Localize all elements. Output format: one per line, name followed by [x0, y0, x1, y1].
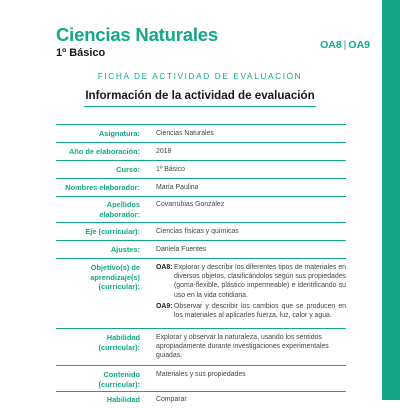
- row-label-line: elaborador:: [99, 209, 140, 219]
- table-row-anio: [56, 142, 346, 160]
- table-row-eje: [56, 222, 346, 240]
- oa-item: [156, 302, 346, 320]
- row-label-line: (curricular):: [98, 342, 140, 352]
- oa-item-code: OA8:: [156, 264, 173, 271]
- row-value: 1º Básico: [156, 166, 185, 173]
- oa-item-text: Observar y describir los cambios que se producen en los materiales al aplicarles fuerza, luz, calor y agua.: [174, 302, 346, 320]
- row-label: [56, 333, 140, 352]
- oa-item-text: Explorar y describir los diferentes tipos de materiales en diversos objetos, clasificándolos según sus propiedades (goma-flexible, plástico impermeable) e identificando su uso en la vida cotidiana.: [174, 264, 346, 299]
- row-value: María Paulina: [156, 184, 199, 191]
- info-table: [56, 124, 346, 408]
- table-row-apellidos: [56, 196, 346, 222]
- row-label: [56, 370, 140, 389]
- row-label-line: (curricular):: [98, 282, 140, 291]
- row-value: Comparar: [156, 396, 187, 403]
- row-label-line: Objetivo(s) de: [90, 263, 140, 272]
- row-label: [56, 200, 140, 219]
- row-label: [56, 263, 140, 292]
- table-row-ajustes: [56, 240, 346, 258]
- row-label-line: Habilidad: [106, 333, 140, 342]
- row-label: Año de elaboración:: [68, 147, 140, 156]
- page-title: Ciencias Naturales: [56, 24, 218, 45]
- row-label: Habilidad: [106, 395, 140, 404]
- row-label: Ajustes:: [110, 245, 140, 254]
- row-value: Daniela Fuentes: [156, 246, 207, 253]
- ficha-heading: FICHA DE ACTIVIDAD DE EVALUACIÓN: [97, 71, 303, 81]
- row-value: Explorar y observar la naturaleza, usando los sentidos apropiadamente durante investigaciones experimentales guiadas.: [156, 334, 329, 360]
- row-value: [156, 263, 346, 322]
- oa-code-2: OA9: [348, 39, 370, 51]
- table-row-contenido: [56, 365, 346, 391]
- oa-codes: [320, 39, 370, 51]
- row-label-line: Contenido: [103, 370, 140, 379]
- table-row-objetivos: [56, 258, 346, 328]
- row-value: Ciencias físicas y químicas: [156, 228, 239, 235]
- row-value: 2018: [156, 148, 172, 155]
- row-label: Nombres elaborador:: [65, 183, 140, 192]
- page-subtitle: 1º Básico: [56, 47, 106, 59]
- table-row-asignatura: [56, 124, 346, 142]
- row-label: Asignatura:: [98, 129, 140, 138]
- side-accent-bar: [382, 0, 400, 400]
- section-title: Información de la actividad de evaluación: [85, 89, 315, 102]
- row-label: Curso:: [116, 165, 140, 174]
- table-row-nombres: [56, 178, 346, 196]
- row-value: Covarrubias González: [156, 201, 225, 208]
- section-title-rule: [84, 106, 316, 107]
- oa-item-code: OA9:: [156, 302, 173, 310]
- row-label-line: (curricular):: [98, 379, 140, 389]
- table-row-curso: [56, 160, 346, 178]
- row-label-line: Apellidos: [106, 200, 140, 209]
- oa-code-1: OA8: [320, 39, 342, 51]
- row-label: Eje (curricular):: [85, 227, 140, 236]
- row-value: Ciencias Naturales: [156, 130, 214, 137]
- row-value: Materiales y sus propiedades: [156, 371, 246, 378]
- oa-separator: |: [343, 39, 347, 51]
- row-label-line: aprendizaje(s): [90, 272, 140, 282]
- oa-item: [156, 263, 346, 300]
- table-row-habilidad: [56, 328, 346, 365]
